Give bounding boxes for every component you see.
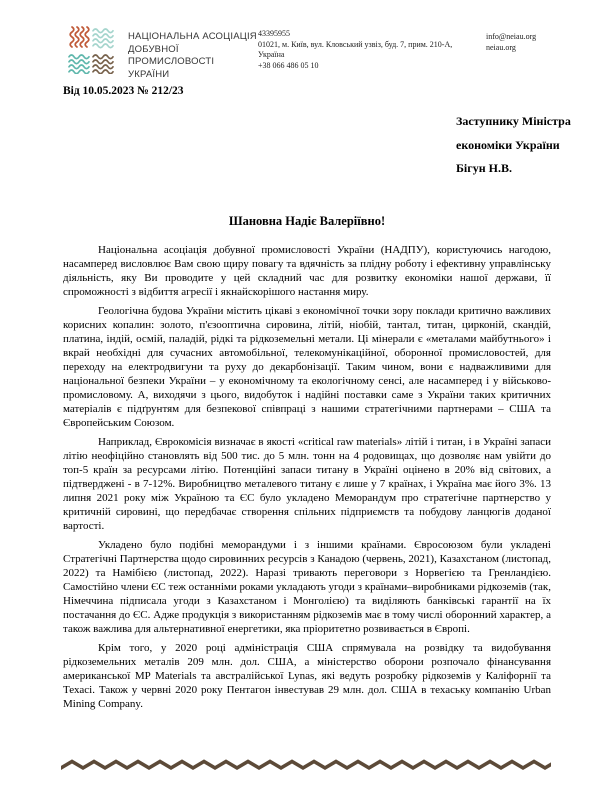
org-code: 43395955 (258, 29, 290, 38)
org-name-line: ДОБУВНОЇ (128, 43, 179, 55)
addressee-line: Заступнику Міністра (456, 114, 571, 128)
org-phone: +38 066 486 05 10 (258, 60, 319, 70)
org-name-line: НАЦІОНАЛЬНА АСОЦІАЦІЯ (128, 31, 257, 42)
footer-zigzag-divider (61, 757, 551, 773)
reference-line: Від 10.05.2023 № 212/23 (63, 85, 184, 97)
logo-brown-quadrant (93, 55, 113, 74)
org-address: 01021, м. Київ, вул. Кловський узвіз, буд. 7, прим. 210-А, (258, 39, 453, 49)
org-name-line: УКРАЇНИ (128, 68, 170, 80)
letter-body (63, 243, 551, 716)
body-paragraph: Геологічна будова України містить цікаві з економічної точки зору поклади критично важливих корисних копалин: золото, п'єзооптична сировина, літій, ніобій, тантал, титан, цирконій, скандій, платина, індій, осмій, паладій, рідкі та рідкоземельні метали. Ці мінерали є «металами майбутнього» і вкрай необхідні для сучасних автомобільної, телекомунікаційної, оборонної промисловостей, для переходу на електродвигуни та руху до декарбонізації. Таким чином, вони є надважливими для національної безпеки України – у економічному та екологічному сенсі, але насамперед і у військово-промисловому. А, виходячи з цього, видобуток і надійні поставки саме з України таких критичних матеріалів є підґрунтям для безпекової співпраці з нашими стратегічними партнерами – США та Європейським Союзом. (63, 305, 551, 429)
letterhead-web-block (486, 32, 536, 53)
body-paragraph: Національна асоціація добувної промисловості України (НАДПУ), користуючись нагодою, насамперед висловлює Вам свою щиру повагу та вдячність за плідну роботу і ефективну управлінську діяльність, яку Ви проводите у цей складний час для розвитку економіки нашої держави, її спроможності з відбиття агресії і якнайскорішого настання миру. (63, 244, 551, 298)
org-logo-waves-icon (67, 26, 115, 74)
addressee-block (456, 110, 571, 181)
addressee-line: економіки України (456, 137, 560, 152)
body-paragraph: Укладено було подібні меморандуми і з іншими країнами. Євросоюзом були укладені Стратегічні Партнерства щодо сировинних ресурсів з Канадою (червень, 2021), Казахстаном (листопад, 2022) та Намібією (листопад, 2022). Наразі тривають переговори з Норвегією та Гренландією. Самостійно члени ЄС теж останніми роками укладають угоди з країнами–виробниками рідкоземів (так, Німеччина підписала угоди з Казахстаном і Монголією) та виділяють банківські гарантії на їх постачання до ЄС. Адже продукція з використанням рідкоземів має в тому числі оборонний характер, а також важлива для альтернативної енергетики, яка пріоритетно розвивається в Європі. (63, 539, 551, 635)
logo-teal-quadrant (69, 55, 89, 74)
salutation: Шановна Надіє Валеріївно! (228, 214, 386, 228)
logo-flame-quadrant (70, 27, 89, 47)
org-name (128, 31, 263, 81)
org-email: info@neiau.org (486, 32, 537, 41)
logo-light-teal-quadrant (93, 29, 113, 48)
addressee-line: Бігун Н.В. (456, 161, 512, 175)
org-name-line: ПРОМИСЛОВОСТІ (128, 56, 215, 67)
org-website: neiau.org (486, 42, 516, 52)
body-paragraph: Крім того, у 2020 році адміністрація США спрямувала на розвідку та видобування рідкоземельних металів 209 млн. дол. США, а міністерство оборони розпочало фінансування американської MP Materials та австралійської Lynas, які ведуть розробку рідкоземів у Каліфорнії та Техасі. Також у червні 2020 року Пентагон інвестував 29 млн. дол. США в техаську компанію Urban Mining Company. (63, 642, 551, 710)
letterhead-contact-block (258, 29, 480, 71)
body-paragraph: Наприклад, Єврокомісія визначає в якості «critical raw materials» літій і титан, і в Україні запаси літію неофіційно становлять від 500 тис. до 5 млн. тонн на 4 родовищах, що дозволяє нам увійти до топ-5 країн за ресурсами літію. Потенційні запаси титану в Україні оцінено в 20% від світових, а підтверджені - в 7-12%. Виробництво металевого титану є лише у 7 країнах, і Україна має його 3%. 13 липня 2021 року між Україною та ЄС було укладено Меморандум про стратегічне партнерство у критичній сировині, що передбачає створення спільних підприємств та побудову ланцюгів доданої вартості. (63, 436, 551, 532)
org-country: Україна (258, 50, 285, 59)
